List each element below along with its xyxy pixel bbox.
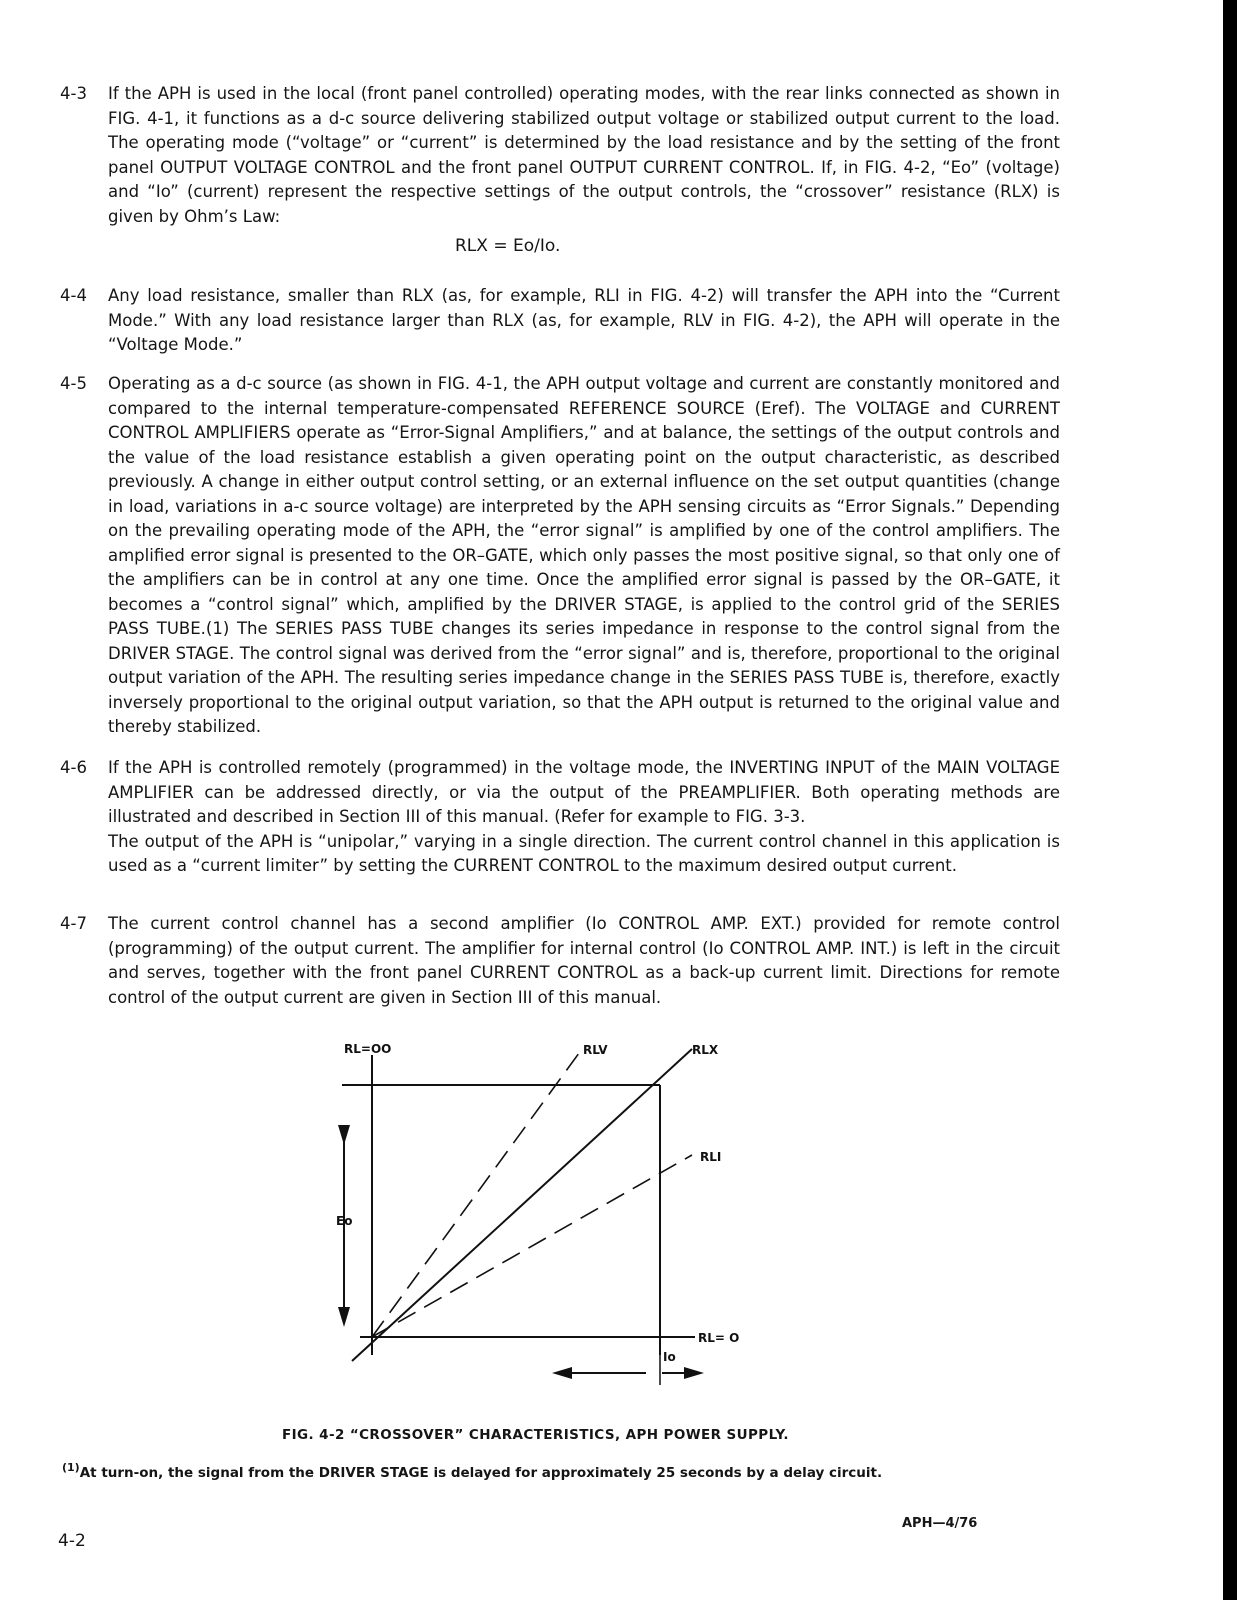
footnote-text: At turn-on, the signal from the DRIVER STAGE is delayed for approximately 25 seconds by a delay circuit. xyxy=(79,1465,883,1481)
paragraph-number: 4-7 xyxy=(60,914,87,933)
io-label: Io xyxy=(663,1350,676,1364)
rlx-label: RLX xyxy=(692,1043,719,1057)
paragraph-text-continued: The output of the APH is “unipolar,” varying in a single direction. The current control channel in this application is used as a “current limiter” by setting the CURRENT CONTROL to the maximum desired output current. xyxy=(108,831,1060,875)
paragraph-number: 4-3 xyxy=(60,84,87,103)
paragraph-4-4 xyxy=(60,284,1060,358)
paragraph-text: Any load resistance, smaller than RLX (as, for example, RLI in FIG. 4-2) will transfer the APH into the “Current Mode.” With any load resistance larger than RLX (as, for example, RLV in FIG. 4-2), the APH will operate in the “Voltage Mode.” xyxy=(108,286,1060,354)
rli-line xyxy=(372,1155,692,1337)
ohms-law-formula: RLX = Eo/Io. xyxy=(455,236,561,256)
rlx-line xyxy=(352,1049,692,1361)
rlv-label: RLV xyxy=(583,1043,608,1057)
footnote-mark: (1) xyxy=(62,1461,80,1474)
crossover-figure xyxy=(330,1042,760,1395)
paragraph-text: The current control channel has a second amplifier (Io CONTROL AMP. EXT.) provided for remote control (programming) of the output current. The amplifier for internal control (Io CONTROL AMP. INT.) is left in the circuit and serves, together with the front panel CURRENT CONTROL as a back-up current limit. Directions for remote control of the output current are given in Section III of this manual. xyxy=(108,914,1060,1007)
document-code: APH—4/76 xyxy=(902,1516,978,1531)
paragraph-4-6 xyxy=(60,756,1060,879)
page-number: 4-2 xyxy=(58,1531,86,1551)
rlv-line xyxy=(372,1049,582,1337)
rl-zero-label: RL= O xyxy=(698,1331,740,1345)
paragraph-text: Operating as a d-c source (as shown in FIG. 4-1, the APH output voltage and current are constantly monitored and compared to the internal temperature-compensated REFERENCE SOURCE (Eref). The VOLTAGE and CURRENT CONTROL AMPLIFIERS operate as “Error-Signal Amplifiers,” and at balance, the settings of the output controls and the value of the load resistance establish a given operating point on the output characteristic, as described previously. A change in either output control setting, or an external influence on the set output quantities (change in load, variations in a-c source voltage) are interpreted by the APH sensing circuits as “Error Signals.” Depending on the prevailing operating mode of the APH, the “error signal” is amplified by one of the control amplifiers. The amplified error signal is presented to the OR–GATE, which only passes the most positive signal, so that only one of the amplifiers can be in control at any one time. Once the amplified error signal is passed by the OR–GATE, it becomes a “control signal” which, amplified by the DRIVER STAGE, is applied to the control grid of the SERIES PASS TUBE.(1) The SERIES PASS TUBE changes its series impedance in response to the control signal from the DRIVER STAGE. The control signal was derived from the “error signal” and is, therefore, proportional to the original output variation of the APH. The resulting series impedance change in the SERIES PASS TUBE is, therefore, exactly inversely proportional to the original output variation, so that the APH output is returned to the original value and thereby stabilized. xyxy=(108,374,1060,736)
rl-open-label: RL=OO xyxy=(344,1042,392,1056)
paragraph-number: 4-5 xyxy=(60,374,87,393)
paragraph-text: If the APH is used in the local (front panel controlled) operating modes, with the rear links connected as shown in FIG. 4-1, it functions as a d-c source delivering stabilized output voltage or stabilized output current to the load. The operating mode (“voltage” or “current” is determined by the load resistance and by the setting of the front panel OUTPUT VOLTAGE CONTROL and the front panel OUTPUT CURRENT CONTROL. If, in FIG. 4-2, “Eo” (voltage) and “Io” (current) represent the respective settings of the output controls, the “crossover” resistance (RLX) is given by Ohm’s Law: xyxy=(108,84,1060,226)
eo-label: Eo xyxy=(336,1214,353,1228)
paragraph-number: 4-6 xyxy=(60,758,87,777)
paragraph-text: If the APH is controlled remotely (programmed) in the voltage mode, the INVERTING INPUT of the MAIN VOLTAGE AMPLIFIER can be addressed directly, or via the output of the PREAMPLIFIER. Both operating methods are illustrated and described in Section III of this manual. (Refer for example to FIG. 3-3. xyxy=(108,758,1060,826)
paragraph-number: 4-4 xyxy=(60,286,87,305)
paragraph-4-5 xyxy=(60,372,1060,740)
rli-label: RLI xyxy=(700,1150,722,1164)
footnote xyxy=(62,1461,882,1481)
paragraph-4-7 xyxy=(60,912,1060,1010)
paragraph-4-3 xyxy=(60,82,1060,229)
figure-caption: FIG. 4-2 “CROSSOVER” CHARACTERISTICS, APH POWER SUPPLY. xyxy=(282,1427,789,1443)
page-edge xyxy=(1223,0,1237,1600)
